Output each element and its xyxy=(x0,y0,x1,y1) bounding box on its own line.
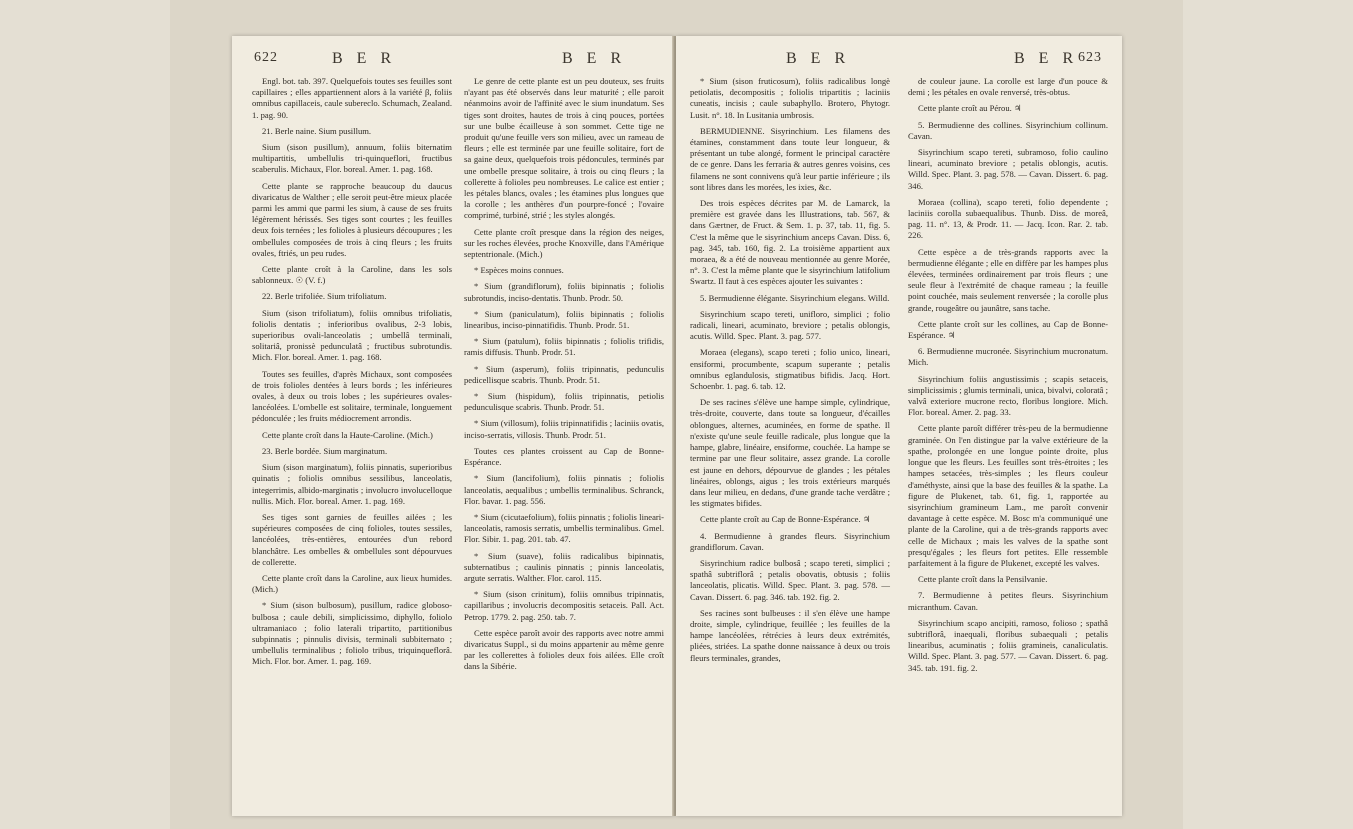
paragraph: Moraea (elegans), scapo tereti ; folio unico, lineari, ensiformi, procumbente, scapum superante ; petalis omnibus eglandulosis, stigmatibus bifidis. Jacq. Hort. Schoenbr. 1. pag. 6. tab. 12. xyxy=(690,347,890,392)
paragraph: Cette plante croît dans la Caroline, aux lieux humides. (Mich.) xyxy=(252,572,452,595)
paragraph: Sium (sison marginatum), foliis pinnatis, superioribus quinatis ; foliolis omnibus sessilibus, lanceolatis, integerrimis, albido-marginatis ; involucro involucelloque nullis. Mich. Flor. boreal. Amer. 1. pag. 169. xyxy=(252,462,452,506)
paragraph: 23. Berle bordée. Sium marginatum. xyxy=(262,445,388,456)
right-margin xyxy=(1183,0,1353,829)
paragraph: Le genre de cette plante est un peu douteux, ses fruits n'ayant pas été observés dans leur maturité ; elle paroit néanmoins avoir de l'affinité avec le sium inundatum. Ses tiges sont droites, hautes de trois à cinq pouces, portées sur une bulbe écailleuse à son sommet. Cette tige ne produit qu'une feuille vers son milieu, avec un rameau de fleurs ; elle est terminée par une feuille solitaire, fort de sa gaine deux, quelquefois trois pédoncules, terminés par une ombelle presque solitaire, à trois ou cinq fleurs ; la collerette à folioles peu nombreuses. Le calice est entier ; les pétales blancs, ovales ; les étamines plus longues que la corolle ; les anthères d'un pourpre-foncé ; l'ovaire comprimé, turbiné, strié ; les styles alongés. xyxy=(464,76,664,221)
text-column xyxy=(690,76,890,669)
paragraph: Engl. bot. tab. 397. Quelquefois toutes ses feuilles sont capillaires ; elles appartiennent alors à la variété β, foliis omnibus capillaceis, caule subereclo. Schumach, Zealand. 1. pag. 90. xyxy=(252,76,452,120)
paragraph: * Sium (sison fruticosum), foliis radicalibus longè petiolatis, decompositis ; foliolis tripartitis ; laciniis cuneatis, incisis ; caule subaphyllo. Brotero, Phytogr. Lusit. n°. 18. In Lusitania umbrosis. xyxy=(690,76,890,120)
page-number: 623 xyxy=(1078,50,1102,65)
running-head: B E R xyxy=(786,50,851,67)
paragraph: * Sium (paniculatum), foliis bipinnatis ; foliolis linearibus, inciso-pinnatifidis. Thunb. Prodr. 51. xyxy=(464,308,664,331)
paragraph: Cette plante croît sur les collines, au Cap de Bonne-Espérance. ♃ xyxy=(908,318,1108,341)
paragraph: Cette plante se rapproche beaucoup du daucus divaricatus de Walther ; elle seroit peut-être mieux placée parmi les ammi que parmi les sium, à cause de ses fruits légèrement hérissés. Ses tiges sont courtes ; les feuilles deux fois ternées ; les folioles à plusieurs découpures ; les ombellules composées de trois à cinq fleurs ; les fruits ovales, ftriés, un peu rudes. xyxy=(252,180,452,258)
paragraph: Cette plante croît au Cap de Bonne-Espérance. ♃ xyxy=(700,514,871,525)
paragraph: Cette plante croît dans la Haute-Caroline. (Mich.) xyxy=(262,429,433,440)
paragraph: * Sium (patulum), foliis bipinnatis ; foliolis trifidis, ramis diffusis. Thunb. Prodr. 51. xyxy=(464,336,664,358)
paragraph: 4. Bermudienne à grandes fleurs. Sisyrinchium grandiflorum. Cavan. xyxy=(690,530,890,552)
paragraph: 5. Bermudienne élégante. Sisyrinchium elegans. Willd. xyxy=(700,292,890,303)
paragraph: Cette plante croît presque dans la région des neiges, sur les roches élevées, proche Knoxville, dans l'Amérique septentrionale. (Mich.) xyxy=(464,226,664,260)
paragraph: Ses racines sont bulbeuses : il s'en élève une hampe droite, simple, cylindrique, feuillée ; les feuilles de la hampe lancéolées, rétrécies à leurs deux extrémités, pliées, striées. La spathe donne naissance à deux ou trois fleurs terminales, grandes, xyxy=(690,607,890,663)
paragraph: * Sium (cicutaefolium), foliis pinnatis ; foliolis lineari-lanceolatis, ramosis serratis, umbellis terminalibus. Gmel. Flor. Sibir. 1. pag. 201. tab. 47. xyxy=(464,511,664,545)
paragraph: Sisyrinchium scapo ancipiti, ramoso, folioso ; spathâ subtriflorâ, inaequali, floribus subaequali ; petalis linearibus, acuminatis ; foliis gramineis, canaliculatis. Willd. Spec. Plant. 3. pag. 577. — Cavan. Dissert. 6. pag. 345. tab. 191. fig. 2. xyxy=(908,617,1108,673)
paragraph: Cette espèce a de très-grands rapports avec la bermudienne élégante ; elle en diffère par les hampes plus élevées, terminées ordinairement par trois fleurs ; une seule fleur à l'extrémité de chaque rameau ; la feuille point couchée, mais seulement renversée ; la corolle plus grande, rougeâtre ou jaunâtre, sans tache. xyxy=(908,246,1108,313)
paragraph: * Sium (villosum), foliis tripinnatifidis ; laciniis ovatis, inciso-serratis, villosis. Thunb. Prodr. 51. xyxy=(464,418,664,440)
paragraph: 6. Bermudienne mucronée. Sisyrinchium mucronatum. Mich. xyxy=(908,346,1108,368)
paragraph: Sisyrinchium scapo tereti, unifloro, simplici ; folio radicali, lineari, acuminato, breviore ; petalis oblongis, acutis. Willd. Spec. Plant. 3. pag. 577. xyxy=(690,308,890,342)
paragraph: * Sium (hispidum), foliis tripinnatis, petiolis pedunculisque scabris. Thunb. Prodr. 51. xyxy=(464,391,664,413)
running-head: B E R xyxy=(1014,50,1079,67)
paragraph: 21. Berle naine. Sium pusillum. xyxy=(262,125,372,136)
paragraph: * Espèces moins connues. xyxy=(474,265,564,276)
paragraph: 22. Berle trifoliée. Sium trifoliatum. xyxy=(262,291,387,302)
paragraph: De ses racines s'élève une hampe simple, cylindrique, très-droite, couverte, dans toute sa longueur, d'écailles oblongues, alternes, acuminées, en forme de spathe. Il n'existe qu'une seule feuille radicale, plus longue que la hampe, glabre, linéaire, ensiforme, couchée. La hampe se termine par une fleur solitaire, assez grande. La corolle est jaune en dehors, dépourvue de glandes ; les pétales linéaires, oblongs, aigus ; les trois extérieurs marqués dans leur milieu, en dedans, d'une grande tache verdâtre ; les stigmates bifides. xyxy=(690,397,890,509)
paragraph: Sium (sison trifoliatum), foliis omnibus trifoliatis, foliolis dentatis ; inferioribus ovalibus, 2-3 lobis, superioribus ovali-lanceolatis ; umbellâ terminali, solitariâ, pronissè pedunculatâ ; fructibus subrotundis. Mich. Flor. boreal. Amer. 1. pag. 168. xyxy=(252,307,452,363)
paragraph: Sisyrinchium foliis angustissimis ; scapis setaceis, simplicissimis ; glumis terminali, unica, bivalvi, coloratâ ; valvâ exteriore mucrone recto, floribus longiore. Mich. Flor. boreal. Amer. 2. pag. 33. xyxy=(908,373,1109,418)
page-number: 622 xyxy=(254,50,278,65)
paragraph: Sisyrinchium scapo tereti, subramoso, folio caulino lineari, acuminato breviore ; petalis oblongis, acutis. Willd. Spec. Plant. 3. pag. 578. — Cavan. Dissert. 6. pag. 346. xyxy=(908,147,1108,191)
paragraph: * Sium (lancifolium), foliis pinnatis ; foliolis lanceolatis, aequalibus ; umbellis terminalibus. Schranck, Flor. bavar. 1. pag. 556. xyxy=(464,473,664,506)
left-page xyxy=(232,36,674,816)
paragraph: * Sium (sison bulbosum), pusillum, radice globoso-bulbosa ; caule debili, simplicissimo, diphyllo, foliolo ultramaniaco ; folio laterali tripartito, partitionibus subpinnatis ; pinnulis divisis, terminali subbiternato ; umbellulis terminalibus ; foliolo tribus, triquinqueflorâ. Mich. Flor. bor. Amer. 1. pag. 169. xyxy=(252,600,452,667)
text-column xyxy=(464,76,664,678)
paragraph: Cette plante paroît différer très-peu de la bermudienne graminée. On l'en distingue par la valve extérieure de la spathe, prolongée en une longue pointe droite, plus longue que les fleurs. Les feuilles sont très-étroites ; les hampes setacées, très-simples ; les fleurs couleur d'améthyste, ainsi que la base des feuilles & la spathe. La figure de Plukenet, tab. 61, fig. 1, rapportée au sisyrinchium gramineum Lam., me paroît convenir davantage à cette espèce. M. Bosc m'a communiqué une plante de la Caroline, qui a de très-grands rapports avec celle de Michaux ; mais les valves de la spathe sont presqu'égales ; les fleurs fort petites. Elle ressemble parfaitement à la figure de Plukenet, excepté les valves. xyxy=(908,423,1108,568)
text-column xyxy=(908,76,1108,679)
paragraph: * Sium (grandiflorum), foliis bipinnatis ; foliolis subrotundis, inciso-dentatis. Thunb. Prodr. 50. xyxy=(464,281,664,303)
paragraph: Toutes ses feuilles, d'après Michaux, sont composées de trois folioles dentées à leurs bords ; les inférieures ovales, à deux ou trois lobes ; les supérieures ovales-lancéolées. L'ombelle est solitaire, terminale, longuement pédonculée ; les fruits médiocrement arrondis. xyxy=(252,368,452,424)
paragraph: 5. Bermudienne des collines. Sisyrinchium collinum. Cavan. xyxy=(908,119,1108,141)
paragraph: de couleur jaune. La corolle est large d'un pouce & demi ; les pétales en ovale renversé, très-obtus. xyxy=(908,76,1108,98)
paragraph: Toutes ces plantes croissent au Cap de Bonne-Espérance. xyxy=(464,445,664,468)
paragraph: * Sium (sison crinitum), foliis omnibus tripinnatis, capillaribus ; involucris decompositis setaceis. Pall. Act. Petrop. 1779. 2. pag. 250. tab. 7. xyxy=(464,589,664,622)
running-head: B E R xyxy=(562,50,627,67)
paragraph: Sisyrinchium radice bulbosâ ; scapo tereti, simplici ; spathâ subtriflorâ ; petalis obovatis, obtusis ; foliis lanceolatis, plicatis. Willd. Spec. Plant. 3. pag. 578. — Cavan. Dissert. 6. pag. 346. tab. 192. fig. 2. xyxy=(690,557,890,602)
left-margin xyxy=(0,0,170,829)
right-page xyxy=(676,36,1122,816)
paragraph: Cette espèce paroît avoir des rapports avec notre ammi divaricatus Suppl., si du moins appartenir au même genre par les collerettes à folioles deux fois ailées. Elle croît dans la Sibérie. xyxy=(464,627,664,672)
paragraph: Moraea (collina), scapo tereti, folio dependente ; laciniis corolla subaequalibus. Thunb. Diss. de moreâ, pag. 11. n°. 13, & Prodr. 11. — Jacq. Icon. Rar. 2. tab. 226. xyxy=(908,196,1108,241)
paragraph: * Sium (asperum), foliis tripinnatis, pedunculis pedicellisque scabris. Thunb. Prodr. 51. xyxy=(464,363,664,385)
paragraph: Cette plante croît à la Caroline, dans les sols sablonneux. ☉ (V. f.) xyxy=(252,264,452,286)
paragraph: BERMUDIENNE. Sisyrinchium. Les filamens des étamines, constamment dans toute leur longueur, & présentant un tube alongé, forment le principal caractère de ce genre. Dans les ferraria & autres genres voisins, ces filamens ne sont connivens qu'à leur partie inférieure ; ils sont libres dans les morées, les ixies, &c. xyxy=(690,125,890,192)
paragraph: * Sium (suave), foliis radicalibus bipinnatis, subternatibus ; caulinis pinnatis ; pinnis lanceolatis, argute serratis. Walther. Flor. carol. 115. xyxy=(464,550,664,583)
paragraph: 7. Bermudienne à petites fleurs. Sisyrinchium micranthum. Cavan. xyxy=(908,590,1108,612)
paragraph: Sium (sison pusillum), annuum, foliis biternatim multipartitis, umbellulis tri-quinqueflori, fructibus scaberulis. Michaux, Flor. boreal. Amer. 1. pag. 168. xyxy=(252,142,452,175)
paragraph: Ses tiges sont garnies de feuilles ailées ; les supérieures composées de cinq folioles, toutes sessiles, lancéolées, très-entières, entourées d'un rebord blanchâtre. Les ombelles & ombellules sont dépourvues de collerette. xyxy=(252,511,452,567)
paragraph: Cette plante croît dans la Pensilvanie. xyxy=(918,574,1048,585)
running-head: B E R xyxy=(332,50,397,67)
text-column xyxy=(252,76,452,673)
paragraph: Des trois espèces décrites par M. de Lamarck, la première est gravée dans les Illustrations, tab. 567, & dans Gærtner, de Fruct. & Sem. 1. p. 37, tab. 11, fig. 5. C'est la même que le sisyrinchium anceps Cavan. Diss. 6, pag. 345, tab. 160, fig. 2. La troisième appartient aux moraea, & a été de nouveau mentionnée au genre Morée, n°. 3. C'est la même plante que le sisyrinchium latifolium Swartz. Il faut à ces espèces ajouter les suivantes : xyxy=(690,198,890,287)
paragraph: Cette plante croît au Pérou. ♃ xyxy=(918,103,1022,114)
